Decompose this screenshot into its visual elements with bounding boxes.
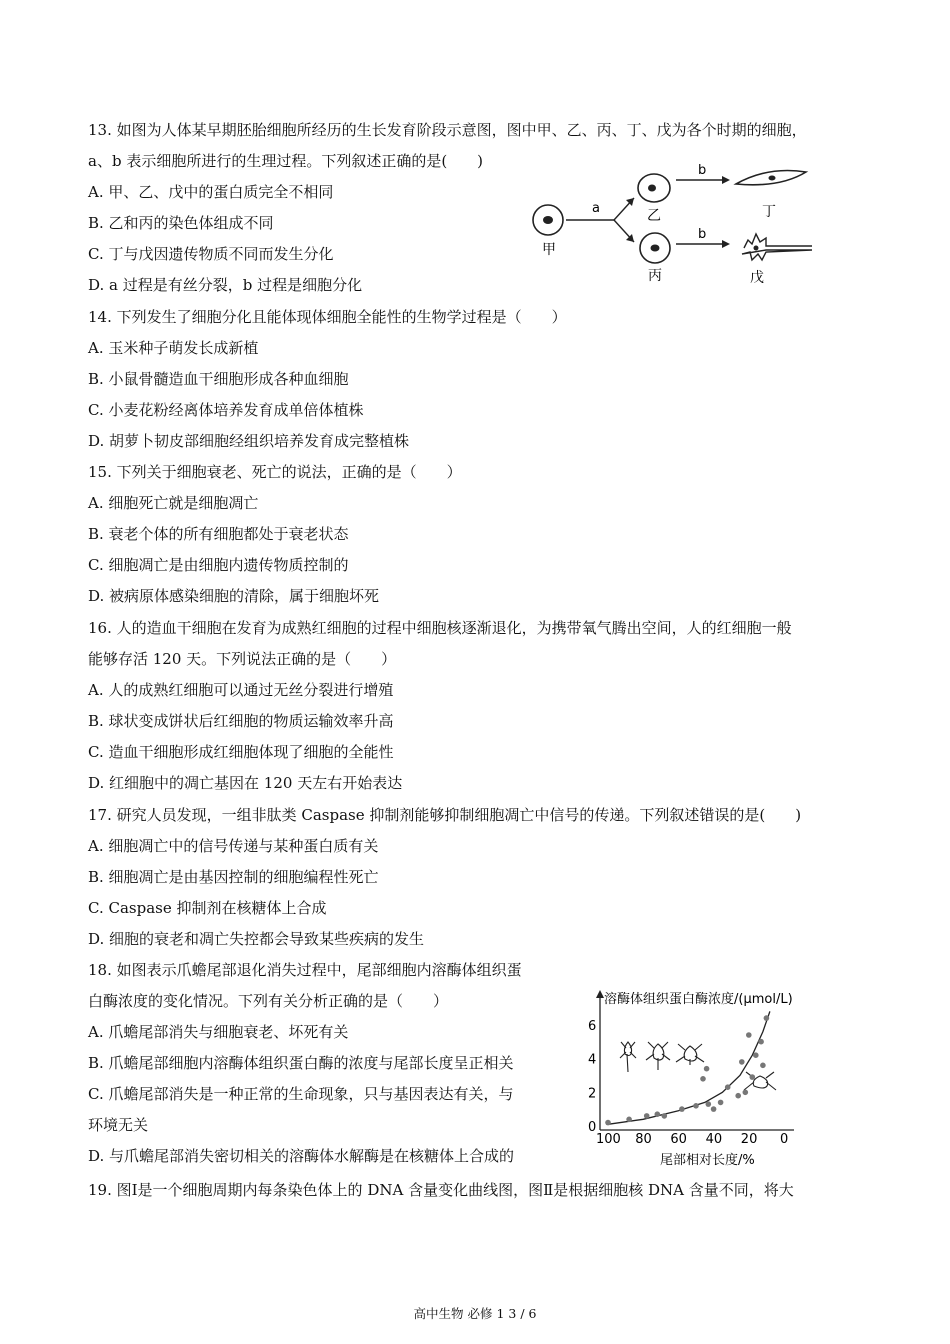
q14-option-a: A. 玉米种子萌发长成新植 — [88, 339, 259, 357]
q14-option-c: C. 小麦花粉经离体培养发育成单倍体植株 — [88, 401, 364, 419]
label-jia: 甲 — [542, 242, 556, 258]
data-point — [743, 1090, 749, 1096]
data-point — [764, 1015, 770, 1021]
cell-wu — [742, 234, 812, 260]
cell-yi — [638, 174, 670, 202]
x-tick-label: 40 — [705, 1132, 723, 1147]
q18-option-c-line2: 环境无关 — [88, 1116, 149, 1134]
data-point — [711, 1106, 717, 1112]
data-point — [753, 1052, 759, 1058]
data-point — [746, 1032, 752, 1038]
y-axis-arrow — [596, 990, 604, 998]
data-point — [739, 1059, 745, 1065]
label-wu: 戊 — [750, 270, 764, 286]
q14-option-b: B. 小鼠骨髓造血干细胞形成各种血细胞 — [88, 370, 349, 388]
q16-option-a: A. 人的成熟红细胞可以通过无丝分裂进行增殖 — [88, 681, 394, 699]
cell-bing — [640, 233, 670, 263]
data-point — [655, 1111, 661, 1117]
q13-option-a: A. 甲、乙、戊中的蛋白质完全不相同 — [88, 183, 334, 201]
label-bing: 丙 — [648, 268, 662, 284]
x-tick-label: 60 — [670, 1132, 687, 1147]
q15-option-c: C. 细胞凋亡是由细胞内遗传物质控制的 — [88, 556, 349, 574]
data-point — [758, 1039, 764, 1045]
q15-option-d: D. 被病原体感染细胞的清除，属于细胞坏死 — [88, 587, 380, 605]
label-a: a — [592, 201, 600, 216]
y-tick-label: 6 — [588, 1018, 597, 1034]
q17-stem: 17. 研究人员发现，一组非肽类 Caspase 抑制剂能够抑制细胞凋亡中信号的传递。下列叙述错误的是( ) — [88, 806, 802, 824]
q13-option-c: C. 丁与戊因遗传物质不同而发生分化 — [88, 245, 334, 263]
q15-stem: 15. 下列关于细胞衰老、死亡的说法，正确的是（ ） — [88, 463, 462, 481]
tadpole-illustrations — [620, 1042, 776, 1090]
data-point — [626, 1117, 632, 1123]
label-b-lower: b — [698, 227, 707, 242]
lysosome-enzyme-chart — [572, 986, 802, 1170]
q13-option-d: D. a 过程是有丝分裂，b 过程是细胞分化 — [88, 276, 363, 294]
y-tick-label: 2 — [588, 1086, 597, 1102]
q18-option-a: A. 爪蟾尾部消失与细胞衰老、坏死有关 — [88, 1023, 349, 1041]
x-axis-label: 尾部相对长度/% — [660, 1153, 755, 1168]
data-point — [700, 1076, 706, 1082]
q14-option-d: D. 胡萝卜韧皮部细胞经组织培养发育成完整植株 — [88, 432, 410, 450]
data-point — [718, 1100, 724, 1106]
q15-option-a: A. 细胞死亡就是细胞凋亡 — [88, 494, 259, 512]
data-point — [725, 1084, 731, 1090]
q19-stem-line1: 19. 图Ⅰ是一个细胞周期内每条染色体上的 DNA 含量变化曲线图，图Ⅱ是根据细胞核 DNA 含量不同，将大 — [88, 1181, 794, 1199]
label-yi: 乙 — [647, 208, 661, 224]
x-tick-label: 100 — [596, 1132, 621, 1147]
x-tick-label: 0 — [780, 1132, 789, 1147]
q16-stem-line2: 能够存活 120 天。下列说法正确的是（ ） — [88, 650, 397, 668]
q13-stem-line2: a、b 表示细胞所进行的生理过程。下列叙述正确的是( ) — [88, 152, 484, 170]
q16-option-c: C. 造血干细胞形成红细胞体现了细胞的全能性 — [88, 743, 394, 761]
label-ding: 丁 — [762, 204, 776, 220]
data-point — [735, 1093, 741, 1099]
q18-option-b: B. 爪蟾尾部细胞内溶酶体组织蛋白酶的浓度与尾部长度呈正相关 — [88, 1054, 514, 1072]
q17-option-a: A. 细胞凋亡中的信号传递与某种蛋白质有关 — [88, 837, 379, 855]
q13-stem-line1: 13. 如图为人体某早期胚胎细胞所经历的生长发育阶段示意图，图中甲、乙、丙、丁、戊为各个时期的细胞， — [88, 121, 807, 139]
q16-option-d: D. 红细胞中的凋亡基因在 120 天左右开始表达 — [88, 774, 403, 792]
cell-jia — [533, 205, 563, 235]
y-tick-label: 4 — [588, 1052, 597, 1068]
q14-stem: 14. 下列发生了细胞分化且能体现体细胞全能性的生物学过程是（ ） — [88, 308, 567, 326]
cell-ding — [736, 171, 806, 185]
q17-option-c: C. Caspase 抑制剂在核糖体上合成 — [88, 899, 327, 917]
data-point — [662, 1113, 668, 1119]
x-tick-label: 80 — [635, 1132, 652, 1147]
page-footer: 高中生物 必修 1 3 / 6 — [413, 1306, 537, 1321]
q15-option-b: B. 衰老个体的所有细胞都处于衰老状态 — [88, 525, 349, 543]
y-tick-label: 0 — [588, 1120, 597, 1135]
q16-stem-line1: 16. 人的造血干细胞在发育为成熟红细胞的过程中细胞核逐渐退化，为携带氧气腾出空间，人的红细胞一般 — [88, 619, 792, 637]
y-axis-label: 溶酶体组织蛋白酶浓度/(μmol/L) — [604, 992, 793, 1007]
q16-option-b: B. 球状变成饼状后红细胞的物质运输效率升高 — [88, 712, 394, 730]
q18-stem-line1: 18. 如图表示爪蟾尾部退化消失过程中，尾部细胞内溶酶体组织蛋 — [88, 961, 522, 979]
cell-differentiation-diagram — [522, 160, 822, 288]
data-point — [644, 1113, 650, 1119]
label-b-upper: b — [698, 163, 707, 178]
q17-option-b: B. 细胞凋亡是由基因控制的细胞编程性死亡 — [88, 868, 379, 886]
x-tick-label: 20 — [740, 1132, 758, 1147]
q18-option-d: D. 与爪蟾尾部消失密切相关的溶酶体水解酶是在核糖体上合成的 — [88, 1147, 515, 1165]
trend-curve — [608, 1011, 770, 1124]
data-point — [750, 1074, 756, 1080]
data-point — [704, 1066, 710, 1072]
q18-option-c-line1: C. 爪蟾尾部消失是一种正常的生命现象，只与基因表达有关，与 — [88, 1085, 514, 1103]
data-point — [760, 1063, 766, 1069]
data-point — [679, 1106, 685, 1112]
data-point — [706, 1101, 712, 1107]
q17-option-d: D. 细胞的衰老和凋亡失控都会导致某些疾病的发生 — [88, 930, 425, 948]
data-point — [693, 1103, 699, 1109]
q13-option-b: B. 乙和丙的染色体组成不同 — [88, 214, 274, 232]
q18-stem-line2: 白酶浓度的变化情况。下列有关分析正确的是（ ） — [88, 992, 449, 1010]
data-point — [605, 1120, 611, 1126]
